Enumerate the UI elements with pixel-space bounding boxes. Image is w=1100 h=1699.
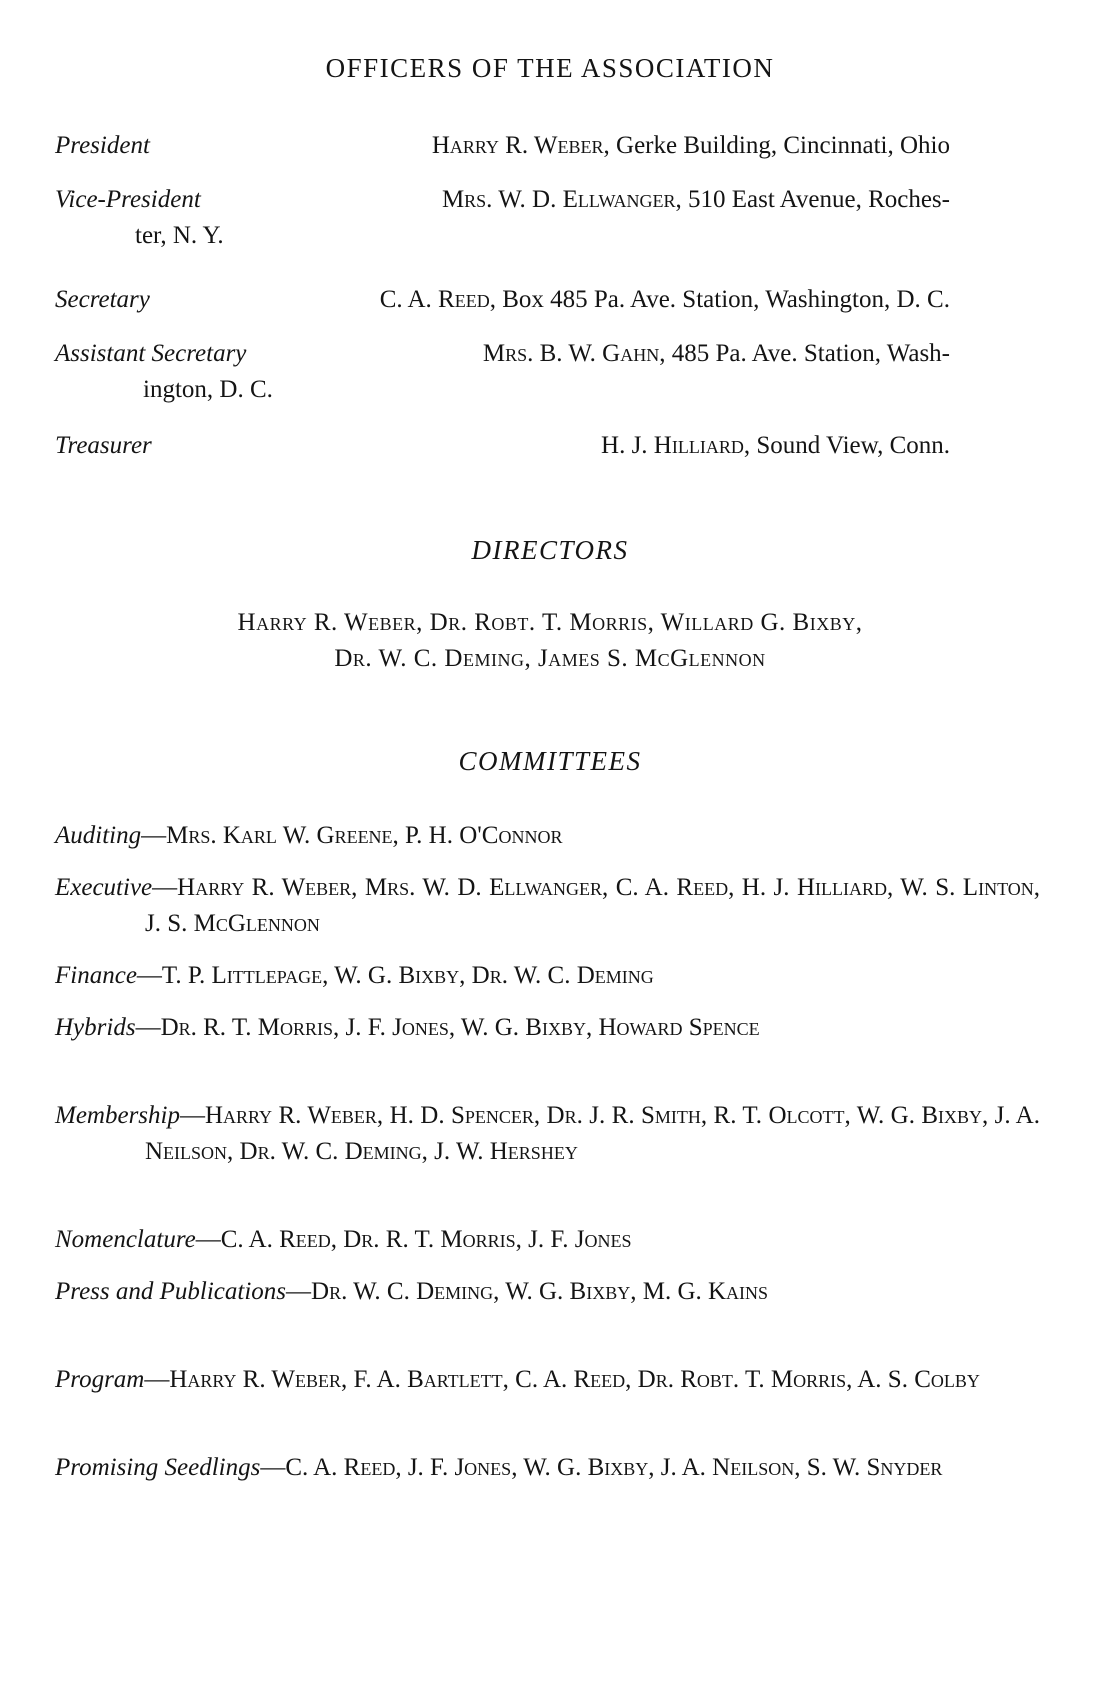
committees-heading: COMMITTEES (458, 746, 642, 776)
committee-name: Finance (55, 962, 137, 989)
officer-address: , Sound View, Conn. (743, 432, 950, 459)
officer-entry (442, 182, 950, 218)
committee-entry (55, 870, 1040, 942)
em-dash: — (136, 962, 162, 989)
committee-name: Hybrids (55, 1014, 136, 1041)
em-dash: — (179, 1102, 205, 1129)
role-label: Treasurer (55, 432, 152, 459)
em-dash: — (141, 822, 167, 849)
role-label: Secretary (55, 286, 150, 313)
role-label: President (55, 132, 150, 159)
committee-entry (55, 958, 1040, 994)
officer-entry (483, 336, 950, 372)
committee-entry (55, 1274, 1040, 1310)
directors-line-2: Dr. W. C. Deming, James S. McGlennon (334, 645, 766, 672)
committee-members: Harry R. Weber, F. A. Bartlett, C. A. Reed, Dr. Robt. T. Morris, A. S. Colby (169, 1366, 980, 1393)
committee-name: Program (55, 1366, 145, 1393)
officer-treasurer (55, 428, 950, 464)
officer-entry (380, 282, 950, 318)
committee-members: T. P. Littlepage, W. G. Bixby, Dr. W. C. Deming (161, 962, 654, 989)
committee-entry (55, 1098, 1040, 1170)
officer-address: , 510 East Avenue, Roches- (675, 186, 950, 213)
committee-name: Executive (55, 874, 153, 901)
officer-secretary (55, 282, 950, 318)
directors-heading: DIRECTORS (471, 535, 629, 565)
em-dash: — (260, 1454, 286, 1481)
committee-name: Press and Publications (55, 1278, 287, 1305)
committee-entry (55, 1222, 1040, 1258)
officers-heading: OFFICERS OF THE ASSOCIATION (325, 53, 775, 83)
officer-entry (432, 128, 950, 164)
officer-name: Mrs. B. W. Gahn (482, 340, 660, 367)
officer-assistant-secretary (55, 336, 950, 408)
em-dash: — (286, 1278, 312, 1305)
role-label: Assistant Secretary (55, 340, 247, 367)
directors-line-1: Harry R. Weber, Dr. Robt. T. Morris, Willard G. Bixby, (237, 609, 863, 636)
committee-members: Dr. R. T. Morris, J. F. Jones, W. G. Bixby, Howard Spence (160, 1014, 760, 1041)
officer-address: , Box 485 Pa. Ave. Station, Washington, D. C. (489, 286, 950, 313)
committee-members: Harry R. Weber, H. D. Spencer, Dr. J. R. Smith, R. T. Olcott, W. G. Bixby, J. A. Neilson, Dr. W. C. Deming, J. W. Hershey (145, 1102, 1040, 1165)
officer-name: Harry R. Weber (431, 132, 604, 159)
committee-name: Auditing (55, 822, 142, 849)
em-dash: — (135, 1014, 161, 1041)
committee-entry (55, 1010, 1040, 1046)
committee-name: Membership (55, 1102, 180, 1129)
committee-members: Harry R. Weber, Mrs. W. D. Ellwanger, C. A. Reed, H. J. Hilliard, W. S. Linton, J. S. McGlennon (145, 874, 1040, 937)
officer-address-cont: ington, D. C. (143, 376, 273, 403)
committee-entry (55, 1362, 1040, 1398)
officer-name: C. A. Reed (379, 286, 490, 313)
em-dash: — (144, 1366, 170, 1393)
officer-president (55, 128, 950, 164)
committee-name: Nomenclature (55, 1226, 196, 1253)
role-label: Vice-President (55, 186, 201, 213)
officer-address: , 485 Pa. Ave. Station, Wash- (659, 340, 950, 367)
officer-name: H. J. Hilliard (601, 432, 744, 459)
officer-name: Mrs. W. D. Ellwanger (441, 186, 676, 213)
committee-members: Mrs. Karl W. Greene, P. H. O'Connor (166, 822, 563, 849)
committee-entry (55, 1450, 1040, 1486)
officer-address-cont: ter, N. Y. (135, 222, 224, 249)
committee-name: Promising Seedlings (55, 1454, 261, 1481)
committee-members: Dr. W. C. Deming, W. G. Bixby, M. G. Kains (311, 1278, 769, 1305)
officer-address: , Gerke Building, Cincinnati, Ohio (603, 132, 950, 159)
em-dash: — (195, 1226, 221, 1253)
committee-members: C. A. Reed, Dr. R. T. Morris, J. F. Jones (220, 1226, 632, 1253)
em-dash: — (152, 874, 178, 901)
officer-vice-president (55, 182, 950, 254)
committee-members: C. A. Reed, J. F. Jones, W. G. Bixby, J. A. Neilson, S. W. Snyder (285, 1454, 943, 1481)
officer-entry (601, 428, 950, 464)
committee-entry (55, 818, 1040, 854)
